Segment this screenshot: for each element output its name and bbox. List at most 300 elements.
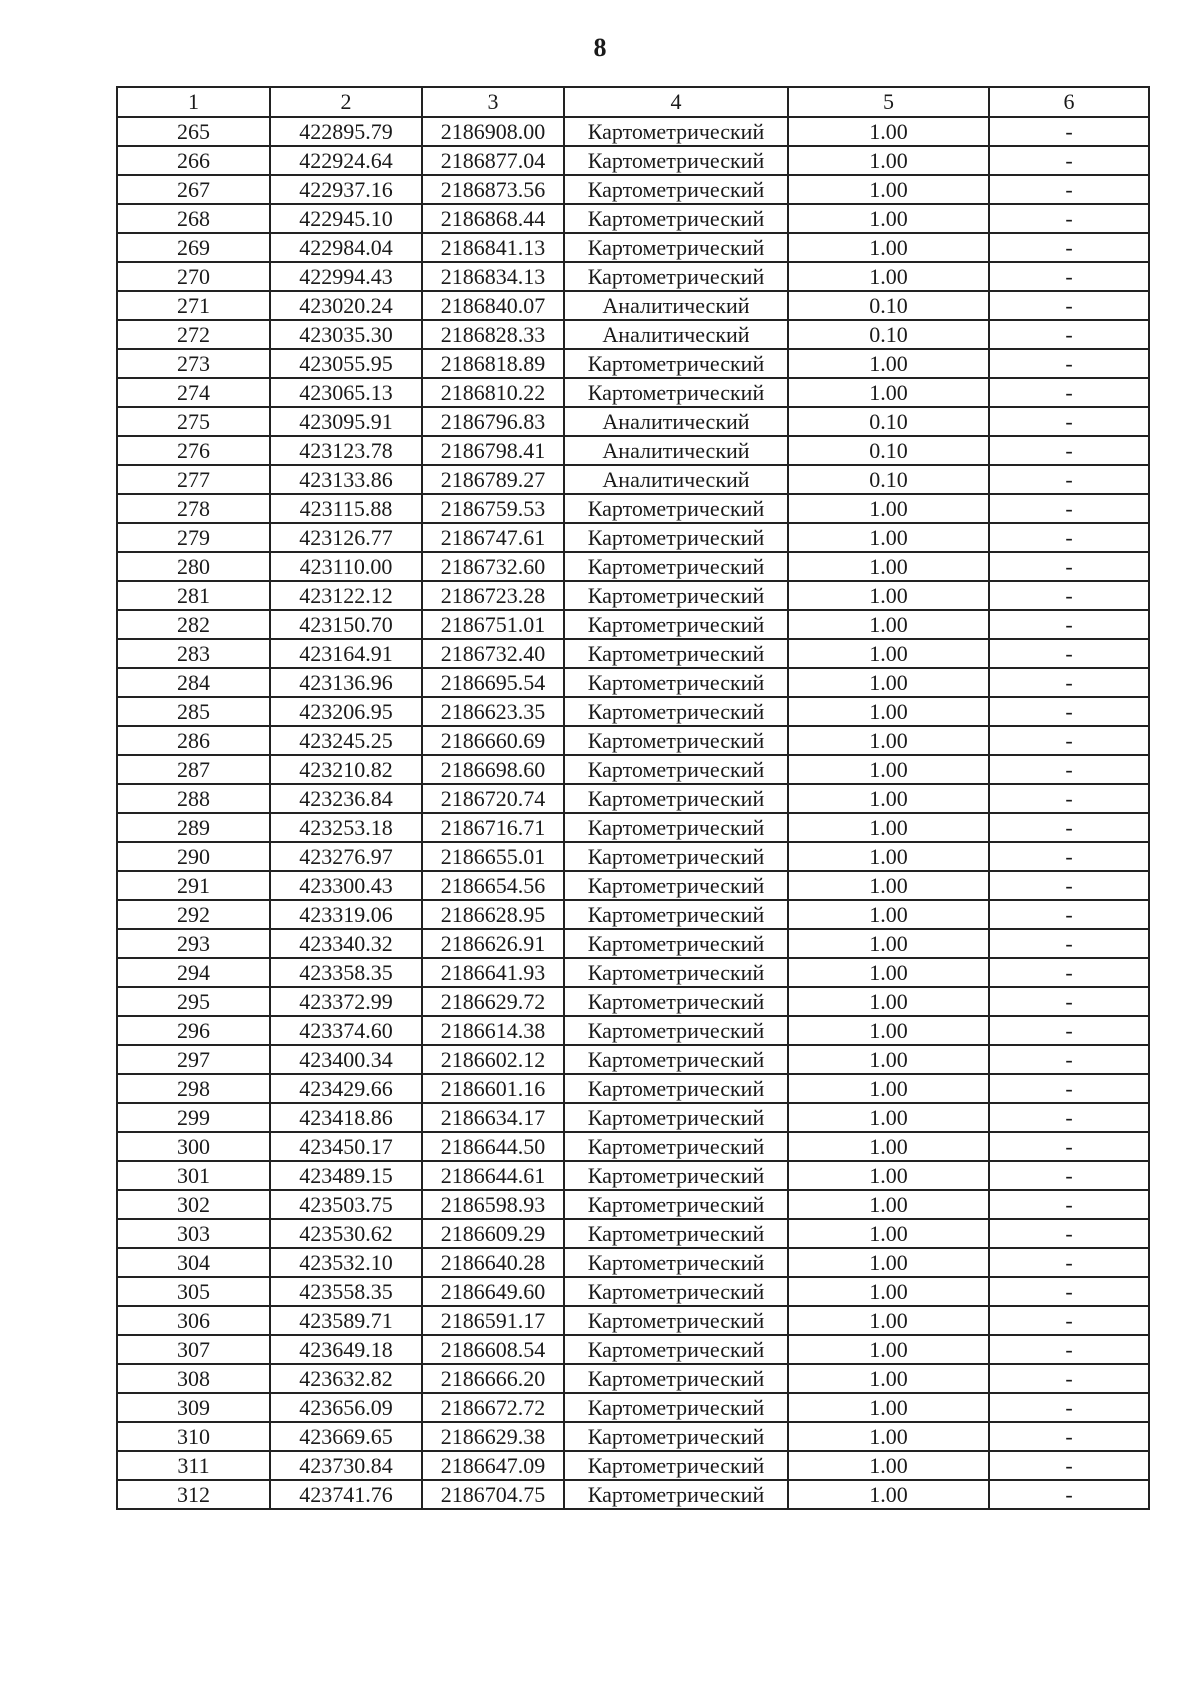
column-header-2: 2 — [270, 87, 422, 117]
y-coordinate-cell: 2186644.50 — [422, 1132, 564, 1161]
table-row — [117, 204, 1149, 233]
accuracy-cell: 1.00 — [788, 552, 989, 581]
description-cell: - — [989, 1364, 1149, 1393]
table-row — [117, 610, 1149, 639]
description-cell: - — [989, 407, 1149, 436]
accuracy-cell: 1.00 — [788, 1016, 989, 1045]
table-row — [117, 987, 1149, 1016]
point-number-cell: 279 — [117, 523, 270, 552]
table-row — [117, 407, 1149, 436]
x-coordinate-cell: 423741.76 — [270, 1480, 422, 1509]
table-row — [117, 523, 1149, 552]
y-coordinate-cell: 2186751.01 — [422, 610, 564, 639]
y-coordinate-cell: 2186732.40 — [422, 639, 564, 668]
accuracy-cell: 1.00 — [788, 494, 989, 523]
y-coordinate-cell: 2186873.56 — [422, 175, 564, 204]
x-coordinate-cell: 423126.77 — [270, 523, 422, 552]
accuracy-cell: 1.00 — [788, 726, 989, 755]
point-number-cell: 287 — [117, 755, 270, 784]
description-cell: - — [989, 1016, 1149, 1045]
point-number-cell: 307 — [117, 1335, 270, 1364]
point-number-cell: 285 — [117, 697, 270, 726]
table-row — [117, 552, 1149, 581]
description-cell: - — [989, 1132, 1149, 1161]
x-coordinate-cell: 423503.75 — [270, 1190, 422, 1219]
description-cell: - — [989, 1190, 1149, 1219]
accuracy-cell: 1.00 — [788, 1132, 989, 1161]
y-coordinate-cell: 2186908.00 — [422, 117, 564, 146]
method-cell: Картометрический — [564, 233, 788, 262]
accuracy-cell: 1.00 — [788, 871, 989, 900]
description-cell: - — [989, 1422, 1149, 1451]
table-row — [117, 262, 1149, 291]
y-coordinate-cell: 2186704.75 — [422, 1480, 564, 1509]
page-number: 8 — [593, 33, 607, 62]
y-coordinate-cell: 2186834.13 — [422, 262, 564, 291]
table-row — [117, 1016, 1149, 1045]
method-cell: Картометрический — [564, 1132, 788, 1161]
x-coordinate-cell: 423110.00 — [270, 552, 422, 581]
y-coordinate-cell: 2186614.38 — [422, 1016, 564, 1045]
table-row — [117, 146, 1149, 175]
table-row — [117, 668, 1149, 697]
table-header — [117, 87, 1149, 117]
accuracy-cell: 1.00 — [788, 1277, 989, 1306]
description-cell: - — [989, 552, 1149, 581]
accuracy-cell: 1.00 — [788, 1480, 989, 1509]
table-row — [117, 784, 1149, 813]
method-cell: Картометрический — [564, 117, 788, 146]
y-coordinate-cell: 2186796.83 — [422, 407, 564, 436]
y-coordinate-cell: 2186601.16 — [422, 1074, 564, 1103]
header-row — [117, 87, 1149, 117]
method-cell: Аналитический — [564, 465, 788, 494]
description-cell: - — [989, 523, 1149, 552]
point-number-cell: 274 — [117, 378, 270, 407]
method-cell: Картометрический — [564, 1074, 788, 1103]
method-cell: Картометрический — [564, 1364, 788, 1393]
description-cell: - — [989, 1219, 1149, 1248]
description-cell: - — [989, 349, 1149, 378]
column-header-5: 5 — [788, 87, 989, 117]
table-row — [117, 1393, 1149, 1422]
point-number-cell: 269 — [117, 233, 270, 262]
table-row — [117, 871, 1149, 900]
point-number-cell: 300 — [117, 1132, 270, 1161]
accuracy-cell: 1.00 — [788, 378, 989, 407]
y-coordinate-cell: 2186608.54 — [422, 1335, 564, 1364]
point-number-cell: 283 — [117, 639, 270, 668]
accuracy-cell: 1.00 — [788, 1074, 989, 1103]
x-coordinate-cell: 423340.32 — [270, 929, 422, 958]
x-coordinate-cell: 422924.64 — [270, 146, 422, 175]
method-cell: Аналитический — [564, 407, 788, 436]
accuracy-cell: 1.00 — [788, 581, 989, 610]
x-coordinate-cell: 423133.86 — [270, 465, 422, 494]
x-coordinate-cell: 423418.86 — [270, 1103, 422, 1132]
point-number-cell: 310 — [117, 1422, 270, 1451]
description-cell: - — [989, 958, 1149, 987]
point-number-cell: 284 — [117, 668, 270, 697]
x-coordinate-cell: 422984.04 — [270, 233, 422, 262]
y-coordinate-cell: 2186818.89 — [422, 349, 564, 378]
x-coordinate-cell: 423319.06 — [270, 900, 422, 929]
description-cell: - — [989, 494, 1149, 523]
table-row — [117, 1451, 1149, 1480]
x-coordinate-cell: 423020.24 — [270, 291, 422, 320]
x-coordinate-cell: 423300.43 — [270, 871, 422, 900]
point-number-cell: 268 — [117, 204, 270, 233]
y-coordinate-cell: 2186877.04 — [422, 146, 564, 175]
point-number-cell: 311 — [117, 1451, 270, 1480]
method-cell: Картометрический — [564, 204, 788, 233]
method-cell: Картометрический — [564, 523, 788, 552]
point-number-cell: 301 — [117, 1161, 270, 1190]
description-cell: - — [989, 1045, 1149, 1074]
x-coordinate-cell: 423236.84 — [270, 784, 422, 813]
description-cell: - — [989, 465, 1149, 494]
method-cell: Картометрический — [564, 552, 788, 581]
y-coordinate-cell: 2186641.93 — [422, 958, 564, 987]
method-cell: Картометрический — [564, 378, 788, 407]
accuracy-cell: 1.00 — [788, 1045, 989, 1074]
accuracy-cell: 1.00 — [788, 610, 989, 639]
method-cell: Картометрический — [564, 1219, 788, 1248]
description-cell: - — [989, 610, 1149, 639]
x-coordinate-cell: 422937.16 — [270, 175, 422, 204]
table-row — [117, 117, 1149, 146]
y-coordinate-cell: 2186810.22 — [422, 378, 564, 407]
point-number-cell: 273 — [117, 349, 270, 378]
x-coordinate-cell: 423400.34 — [270, 1045, 422, 1074]
table-body — [117, 117, 1149, 1509]
y-coordinate-cell: 2186654.56 — [422, 871, 564, 900]
table-row — [117, 436, 1149, 465]
y-coordinate-cell: 2186723.28 — [422, 581, 564, 610]
accuracy-cell: 1.00 — [788, 1422, 989, 1451]
point-number-cell: 265 — [117, 117, 270, 146]
x-coordinate-cell: 423253.18 — [270, 813, 422, 842]
description-cell: - — [989, 146, 1149, 175]
accuracy-cell: 1.00 — [788, 697, 989, 726]
description-cell: - — [989, 262, 1149, 291]
point-number-cell: 309 — [117, 1393, 270, 1422]
table-row — [117, 958, 1149, 987]
accuracy-cell: 1.00 — [788, 1103, 989, 1132]
x-coordinate-cell: 422895.79 — [270, 117, 422, 146]
table-row — [117, 1422, 1149, 1451]
point-number-cell: 312 — [117, 1480, 270, 1509]
table-row — [117, 1277, 1149, 1306]
method-cell: Картометрический — [564, 987, 788, 1016]
x-coordinate-cell: 423589.71 — [270, 1306, 422, 1335]
method-cell: Картометрический — [564, 1248, 788, 1277]
accuracy-cell: 1.00 — [788, 1190, 989, 1219]
point-number-cell: 291 — [117, 871, 270, 900]
y-coordinate-cell: 2186634.17 — [422, 1103, 564, 1132]
method-cell: Картометрический — [564, 1335, 788, 1364]
table-row — [117, 755, 1149, 784]
table-row — [117, 842, 1149, 871]
accuracy-cell: 1.00 — [788, 146, 989, 175]
x-coordinate-cell: 423558.35 — [270, 1277, 422, 1306]
point-number-cell: 305 — [117, 1277, 270, 1306]
coordinates-table — [116, 86, 1150, 1510]
point-number-cell: 296 — [117, 1016, 270, 1045]
accuracy-cell: 1.00 — [788, 929, 989, 958]
accuracy-cell: 1.00 — [788, 1306, 989, 1335]
point-number-cell: 298 — [117, 1074, 270, 1103]
point-number-cell: 304 — [117, 1248, 270, 1277]
method-cell: Картометрический — [564, 1277, 788, 1306]
table-row — [117, 639, 1149, 668]
x-coordinate-cell: 423210.82 — [270, 755, 422, 784]
point-number-cell: 267 — [117, 175, 270, 204]
y-coordinate-cell: 2186747.61 — [422, 523, 564, 552]
point-number-cell: 294 — [117, 958, 270, 987]
y-coordinate-cell: 2186609.29 — [422, 1219, 564, 1248]
point-number-cell: 288 — [117, 784, 270, 813]
y-coordinate-cell: 2186644.61 — [422, 1161, 564, 1190]
method-cell: Картометрический — [564, 262, 788, 291]
point-number-cell: 308 — [117, 1364, 270, 1393]
x-coordinate-cell: 422994.43 — [270, 262, 422, 291]
table-row — [117, 1480, 1149, 1509]
method-cell: Картометрический — [564, 1480, 788, 1509]
accuracy-cell: 1.00 — [788, 233, 989, 262]
table-row — [117, 581, 1149, 610]
description-cell: - — [989, 1277, 1149, 1306]
method-cell: Картометрический — [564, 639, 788, 668]
accuracy-cell: 0.10 — [788, 320, 989, 349]
point-number-cell: 270 — [117, 262, 270, 291]
column-header-4: 4 — [564, 87, 788, 117]
accuracy-cell: 1.00 — [788, 958, 989, 987]
accuracy-cell: 0.10 — [788, 436, 989, 465]
y-coordinate-cell: 2186647.09 — [422, 1451, 564, 1480]
table-row — [117, 900, 1149, 929]
accuracy-cell: 0.10 — [788, 291, 989, 320]
point-number-cell: 271 — [117, 291, 270, 320]
y-coordinate-cell: 2186716.71 — [422, 813, 564, 842]
accuracy-cell: 1.00 — [788, 1219, 989, 1248]
table-row — [117, 1248, 1149, 1277]
accuracy-cell: 1.00 — [788, 668, 989, 697]
point-number-cell: 297 — [117, 1045, 270, 1074]
accuracy-cell: 1.00 — [788, 987, 989, 1016]
description-cell: - — [989, 726, 1149, 755]
point-number-cell: 266 — [117, 146, 270, 175]
method-cell: Картометрический — [564, 726, 788, 755]
method-cell: Аналитический — [564, 291, 788, 320]
x-coordinate-cell: 423669.65 — [270, 1422, 422, 1451]
method-cell: Картометрический — [564, 610, 788, 639]
x-coordinate-cell: 423730.84 — [270, 1451, 422, 1480]
accuracy-cell: 1.00 — [788, 1393, 989, 1422]
method-cell: Картометрический — [564, 146, 788, 175]
description-cell: - — [989, 378, 1149, 407]
description-cell: - — [989, 175, 1149, 204]
description-cell: - — [989, 639, 1149, 668]
accuracy-cell: 1.00 — [788, 1335, 989, 1364]
accuracy-cell: 1.00 — [788, 175, 989, 204]
point-number-cell: 275 — [117, 407, 270, 436]
accuracy-cell: 1.00 — [788, 262, 989, 291]
method-cell: Картометрический — [564, 1306, 788, 1335]
point-number-cell: 299 — [117, 1103, 270, 1132]
y-coordinate-cell: 2186732.60 — [422, 552, 564, 581]
y-coordinate-cell: 2186828.33 — [422, 320, 564, 349]
table-row — [117, 1045, 1149, 1074]
point-number-cell: 282 — [117, 610, 270, 639]
method-cell: Картометрический — [564, 175, 788, 204]
method-cell: Картометрический — [564, 581, 788, 610]
column-header-1: 1 — [117, 87, 270, 117]
accuracy-cell: 1.00 — [788, 1364, 989, 1393]
method-cell: Аналитический — [564, 436, 788, 465]
description-cell: - — [989, 929, 1149, 958]
description-cell: - — [989, 1335, 1149, 1364]
x-coordinate-cell: 423035.30 — [270, 320, 422, 349]
table-row — [117, 494, 1149, 523]
accuracy-cell: 1.00 — [788, 523, 989, 552]
method-cell: Картометрический — [564, 1016, 788, 1045]
x-coordinate-cell: 423358.35 — [270, 958, 422, 987]
table-row — [117, 465, 1149, 494]
x-coordinate-cell: 423164.91 — [270, 639, 422, 668]
point-number-cell: 293 — [117, 929, 270, 958]
accuracy-cell: 1.00 — [788, 1161, 989, 1190]
description-cell: - — [989, 1393, 1149, 1422]
method-cell: Картометрический — [564, 958, 788, 987]
point-number-cell: 289 — [117, 813, 270, 842]
method-cell: Картометрический — [564, 1190, 788, 1219]
method-cell: Картометрический — [564, 1045, 788, 1074]
description-cell: - — [989, 784, 1149, 813]
table-row — [117, 929, 1149, 958]
method-cell: Картометрический — [564, 494, 788, 523]
y-coordinate-cell: 2186672.72 — [422, 1393, 564, 1422]
point-number-cell: 280 — [117, 552, 270, 581]
x-coordinate-cell: 423656.09 — [270, 1393, 422, 1422]
table-row — [117, 1190, 1149, 1219]
x-coordinate-cell: 423374.60 — [270, 1016, 422, 1045]
table-row — [117, 291, 1149, 320]
description-cell: - — [989, 697, 1149, 726]
point-number-cell: 276 — [117, 436, 270, 465]
y-coordinate-cell: 2186602.12 — [422, 1045, 564, 1074]
x-coordinate-cell: 423122.12 — [270, 581, 422, 610]
description-cell: - — [989, 1103, 1149, 1132]
accuracy-cell: 1.00 — [788, 1451, 989, 1480]
table-row — [117, 175, 1149, 204]
table-row — [117, 1306, 1149, 1335]
method-cell: Картометрический — [564, 842, 788, 871]
x-coordinate-cell: 422945.10 — [270, 204, 422, 233]
x-coordinate-cell: 423150.70 — [270, 610, 422, 639]
x-coordinate-cell: 423649.18 — [270, 1335, 422, 1364]
column-header-3: 3 — [422, 87, 564, 117]
y-coordinate-cell: 2186720.74 — [422, 784, 564, 813]
method-cell: Картометрический — [564, 668, 788, 697]
accuracy-cell: 1.00 — [788, 117, 989, 146]
description-cell: - — [989, 117, 1149, 146]
description-cell: - — [989, 581, 1149, 610]
y-coordinate-cell: 2186868.44 — [422, 204, 564, 233]
description-cell: - — [989, 842, 1149, 871]
y-coordinate-cell: 2186649.60 — [422, 1277, 564, 1306]
accuracy-cell: 1.00 — [788, 349, 989, 378]
x-coordinate-cell: 423489.15 — [270, 1161, 422, 1190]
x-coordinate-cell: 423055.95 — [270, 349, 422, 378]
method-cell: Картометрический — [564, 1422, 788, 1451]
table-row — [117, 1132, 1149, 1161]
y-coordinate-cell: 2186666.20 — [422, 1364, 564, 1393]
method-cell: Картометрический — [564, 1161, 788, 1190]
point-number-cell: 277 — [117, 465, 270, 494]
table-row — [117, 813, 1149, 842]
y-coordinate-cell: 2186660.69 — [422, 726, 564, 755]
method-cell: Картометрический — [564, 349, 788, 378]
point-number-cell: 272 — [117, 320, 270, 349]
description-cell: - — [989, 1248, 1149, 1277]
y-coordinate-cell: 2186698.60 — [422, 755, 564, 784]
accuracy-cell: 0.10 — [788, 407, 989, 436]
method-cell: Картометрический — [564, 1393, 788, 1422]
accuracy-cell: 1.00 — [788, 900, 989, 929]
description-cell: - — [989, 233, 1149, 262]
y-coordinate-cell: 2186629.72 — [422, 987, 564, 1016]
description-cell: - — [989, 204, 1149, 233]
method-cell: Аналитический — [564, 320, 788, 349]
x-coordinate-cell: 423065.13 — [270, 378, 422, 407]
method-cell: Картометрический — [564, 900, 788, 929]
method-cell: Картометрический — [564, 1451, 788, 1480]
point-number-cell: 302 — [117, 1190, 270, 1219]
y-coordinate-cell: 2186655.01 — [422, 842, 564, 871]
description-cell: - — [989, 320, 1149, 349]
table-row — [117, 1074, 1149, 1103]
method-cell: Картометрический — [564, 697, 788, 726]
x-coordinate-cell: 423372.99 — [270, 987, 422, 1016]
x-coordinate-cell: 423532.10 — [270, 1248, 422, 1277]
y-coordinate-cell: 2186629.38 — [422, 1422, 564, 1451]
y-coordinate-cell: 2186628.95 — [422, 900, 564, 929]
description-cell: - — [989, 900, 1149, 929]
y-coordinate-cell: 2186623.35 — [422, 697, 564, 726]
point-number-cell: 278 — [117, 494, 270, 523]
table-row — [117, 1364, 1149, 1393]
description-cell: - — [989, 1480, 1149, 1509]
y-coordinate-cell: 2186598.93 — [422, 1190, 564, 1219]
x-coordinate-cell: 423123.78 — [270, 436, 422, 465]
description-cell: - — [989, 436, 1149, 465]
table-row — [117, 1219, 1149, 1248]
method-cell: Картометрический — [564, 784, 788, 813]
description-cell: - — [989, 813, 1149, 842]
table-row — [117, 378, 1149, 407]
method-cell: Картометрический — [564, 1103, 788, 1132]
description-cell: - — [989, 755, 1149, 784]
x-coordinate-cell: 423115.88 — [270, 494, 422, 523]
table-row — [117, 1161, 1149, 1190]
x-coordinate-cell: 423530.62 — [270, 1219, 422, 1248]
accuracy-cell: 1.00 — [788, 813, 989, 842]
table-row — [117, 320, 1149, 349]
description-cell: - — [989, 291, 1149, 320]
x-coordinate-cell: 423450.17 — [270, 1132, 422, 1161]
accuracy-cell: 1.00 — [788, 204, 989, 233]
